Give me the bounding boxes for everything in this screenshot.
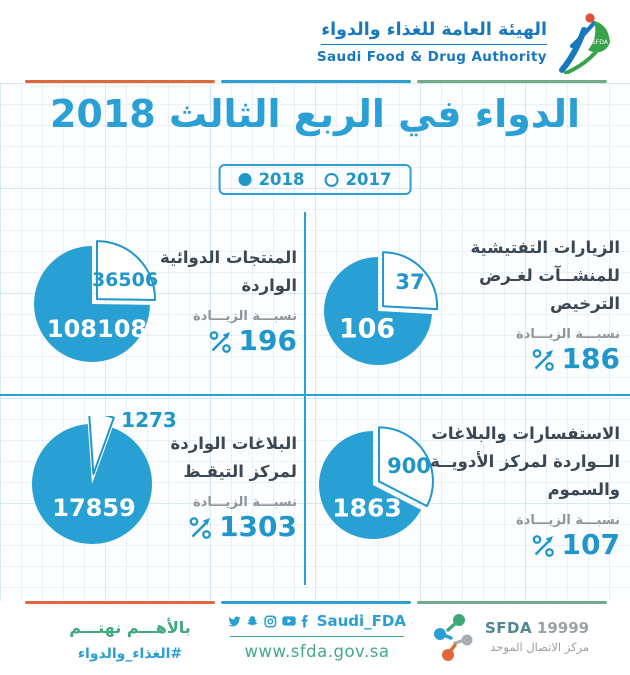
org-name-arabic: الهيئة العامة للغذاء والدواء: [321, 20, 547, 45]
quadrant-vigilance-reports: [0, 400, 305, 585]
filled-circle-icon: [239, 173, 252, 186]
brand-text: [317, 20, 547, 65]
quadrant-title: المنتجات الدوائية الواردة: [159, 248, 297, 295]
pie-value-2018: 17859: [52, 494, 136, 522]
percent-up-arrow-icon: [531, 533, 555, 557]
pie-value-2017: 900: [387, 454, 431, 478]
increase-label: نسبـــة الزيـــادة: [192, 309, 297, 324]
website-link[interactable]: www.sfda.gov.sa: [244, 642, 390, 661]
pie-chart-pharma-products: [26, 238, 158, 370]
chart-legend: [219, 164, 412, 195]
pie-chart-inspection-visits: [315, 248, 441, 374]
social-handle[interactable]: Saudi_FDA: [316, 612, 406, 630]
org-name-english: Saudi Food & Drug Authority: [316, 48, 547, 65]
quadrant-inspection-visits: [315, 212, 630, 394]
pie-value-2018: 1863: [332, 493, 402, 523]
header: [0, 0, 630, 82]
call-center-line1: [485, 619, 589, 639]
sfda-logo-icon: [554, 10, 614, 74]
call-center-text: [485, 619, 589, 654]
pie-chart-drug-poison-center: [310, 422, 436, 548]
increase-number: 107: [561, 528, 620, 561]
footer-divider: [230, 636, 404, 637]
increase-number: 1303: [219, 510, 297, 543]
slogan-text: بالأهـــم نهتـــم: [69, 618, 191, 637]
call-center-label: مركز الاتصال الموحد: [490, 639, 590, 654]
social-icons-row: [228, 612, 406, 630]
horizontal-divider: [0, 394, 630, 396]
increase-label: نسبـــة الزيـــادة: [515, 513, 620, 528]
quadrant-title: الاستفسارات والبلاغات الــواردة لمركز الأدويــة والسموم: [430, 424, 620, 499]
legend-2017-label: 2017: [345, 170, 392, 189]
youtube-icon[interactable]: [282, 613, 296, 629]
increase-value: [471, 342, 620, 375]
increase-label: نسبـــة الزيـــادة: [192, 495, 297, 510]
footer: [0, 604, 630, 675]
logo-sfda-text: SFDA: [592, 39, 608, 46]
call-center-name: SFDA: [485, 619, 533, 638]
legend-2018-label: 2018: [258, 170, 305, 189]
legend-item-2018: [239, 170, 305, 189]
pie-value-2018: 108108: [46, 315, 148, 343]
pie-chart-vigilance-reports: [24, 416, 160, 552]
increase-value: [171, 510, 297, 543]
increase-number: 186: [561, 342, 620, 375]
call-center-dots-icon: [432, 612, 476, 662]
call-center-block: [432, 612, 589, 662]
quadrant-info: [471, 234, 620, 373]
snapchat-icon[interactable]: [246, 613, 259, 630]
page-title: الدواء في الربع الثالث 2018: [49, 92, 581, 136]
pie-value-2017: 37: [395, 270, 425, 294]
sfda-brand: [317, 10, 614, 74]
increase-value: [160, 324, 297, 357]
hashtag-text: #الغذاء_والدواء: [77, 646, 183, 662]
percent-up-arrow-icon: [531, 347, 555, 371]
percent-up-arrow-icon: [208, 329, 232, 353]
quadrant-info: [430, 420, 620, 559]
outline-circle-icon: [325, 173, 339, 187]
quadrant-title: البلاغات الواردة لمركز التيقـظ: [170, 434, 297, 481]
quadrant-pharma-products: [0, 212, 305, 394]
footer-social: [228, 612, 406, 661]
pie-value-2018: 106: [338, 313, 396, 345]
increase-number: 196: [238, 324, 297, 357]
quadrant-info: [160, 244, 297, 355]
legend-item-2017: [325, 170, 392, 189]
increase-value: [430, 528, 620, 561]
percent-up-arrow-icon: [188, 515, 212, 539]
twitter-icon[interactable]: [228, 613, 241, 630]
increase-label: نسبـــة الزيـــادة: [515, 327, 620, 342]
pie-value-2017: 36506: [91, 269, 159, 291]
facebook-icon[interactable]: [301, 612, 308, 630]
instagram-icon[interactable]: [264, 613, 277, 630]
footer-slogan: [40, 618, 220, 662]
quadrant-drug-poison-center: [315, 400, 630, 585]
quadrant-info: [171, 430, 297, 541]
call-center-number: 19999: [536, 619, 590, 638]
quadrant-title: الزيارات التفتيشية للمنشــآت لغـرض الترخيص: [470, 238, 620, 313]
pie-value-2017: 1273: [121, 408, 177, 432]
